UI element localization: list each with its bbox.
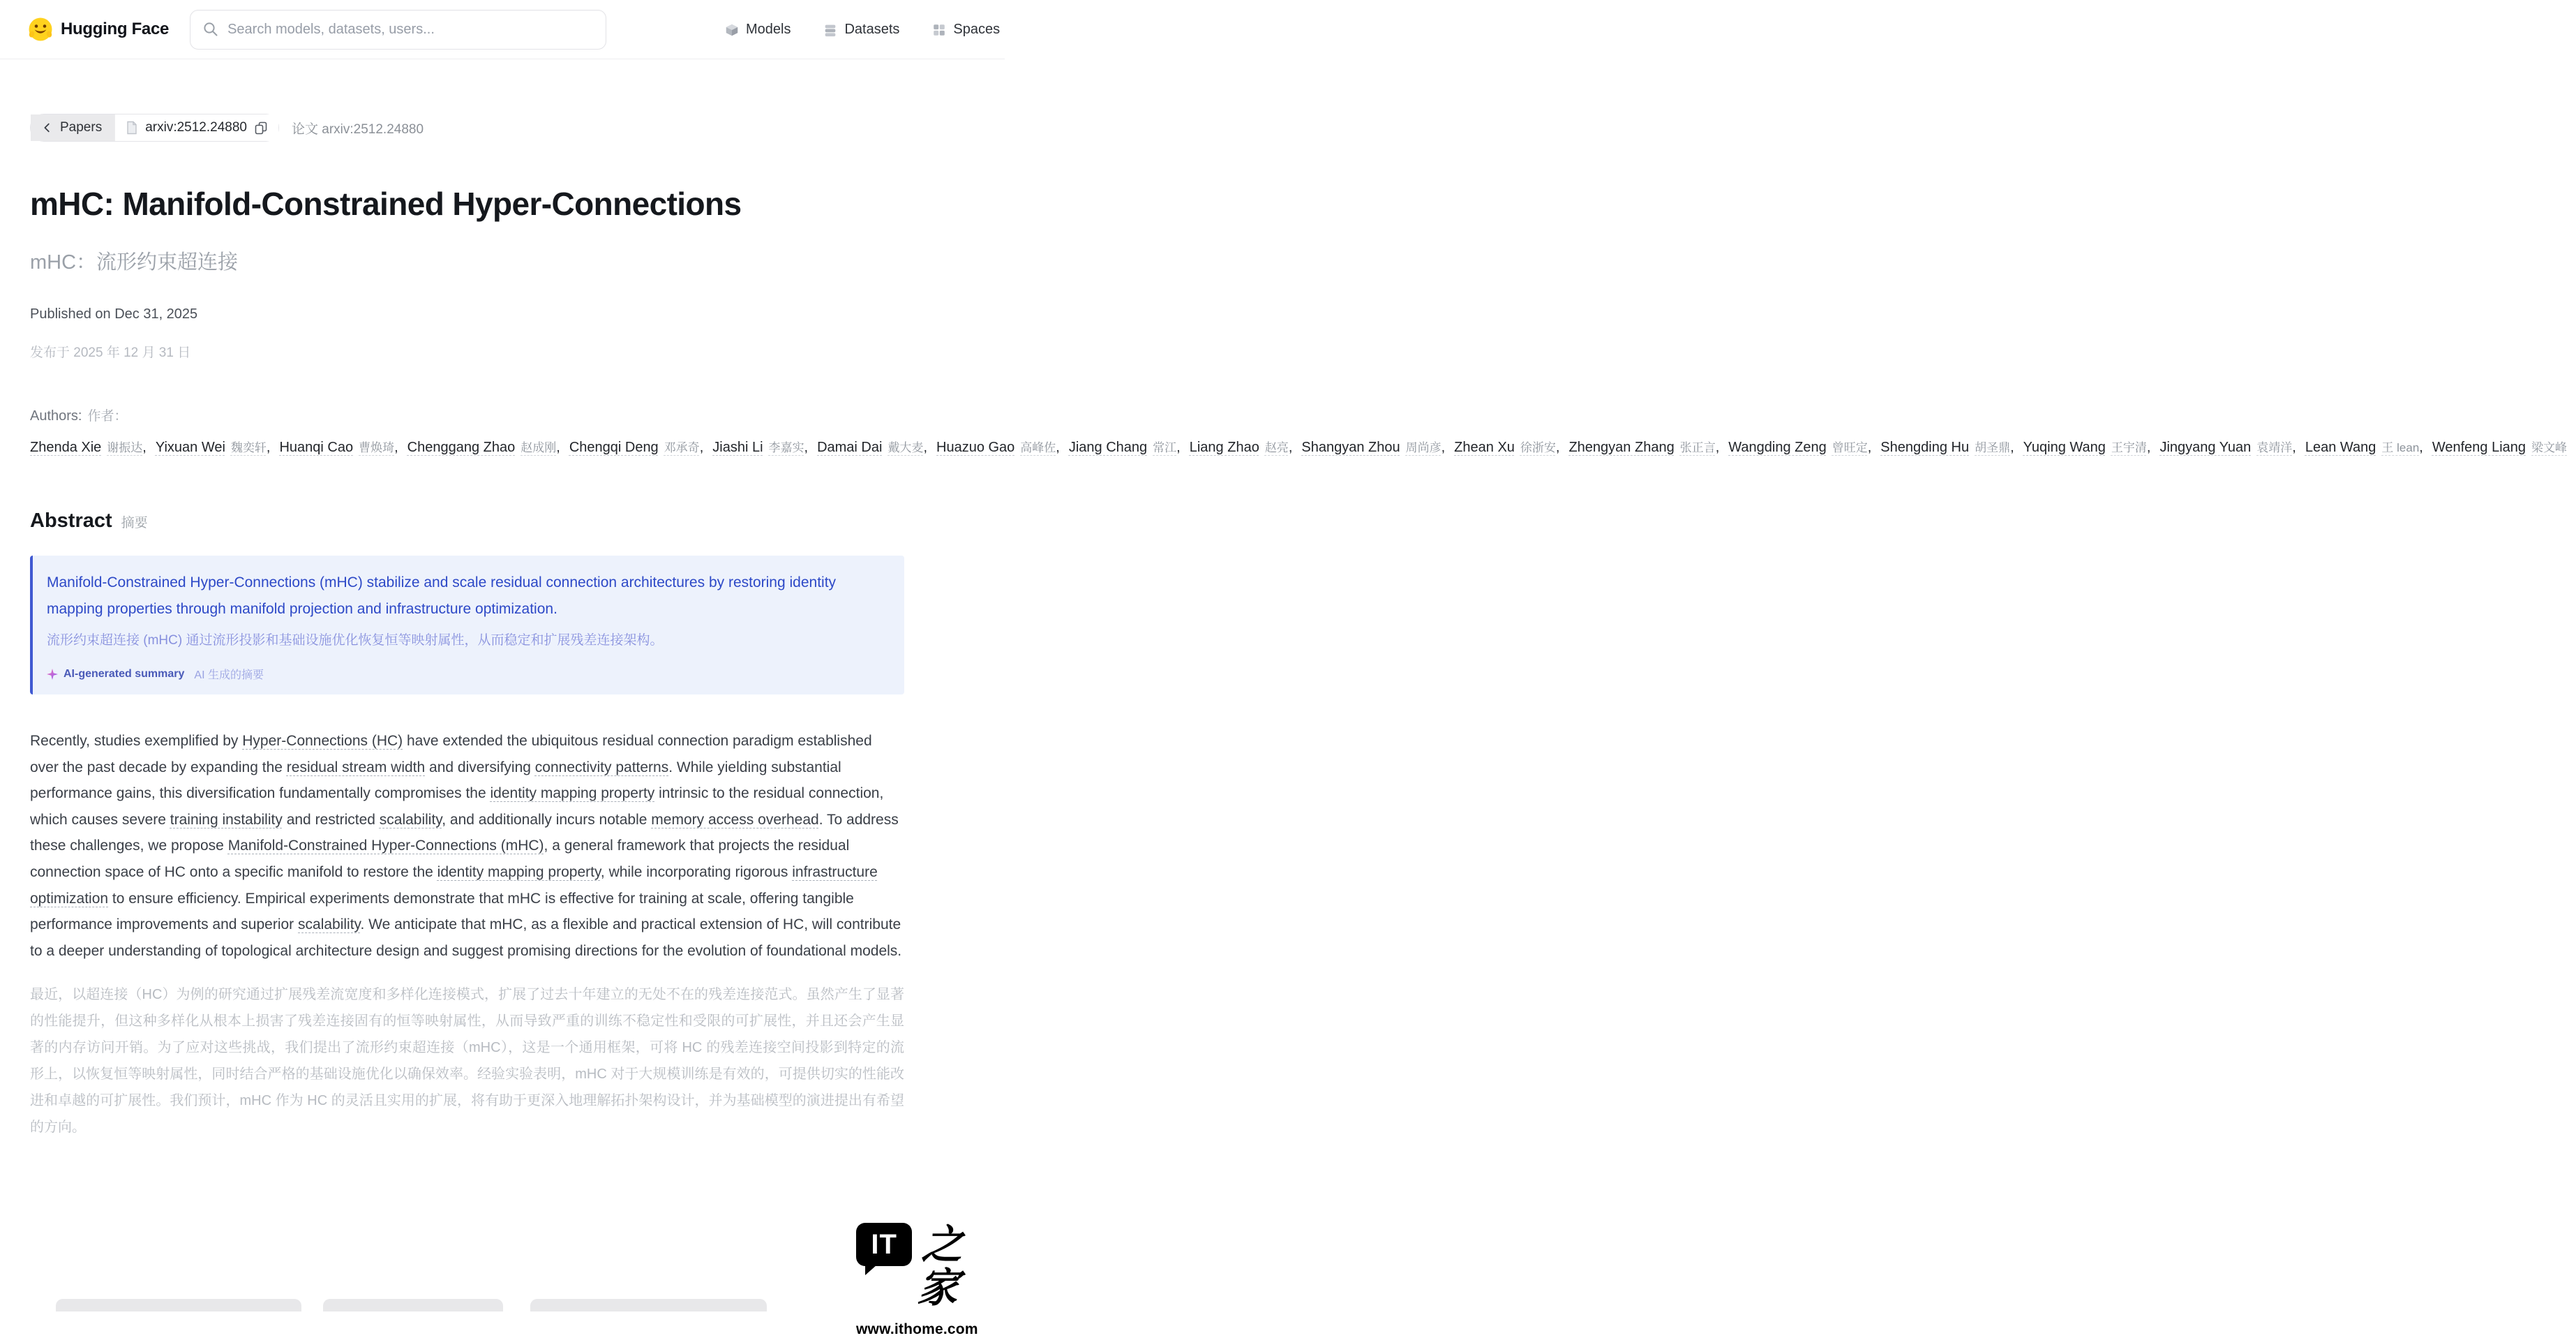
author: [1568, 440, 1719, 455]
huggingface-logo[interactable]: [28, 17, 169, 42]
author: [1069, 440, 1181, 455]
nav-label: Spaces: [953, 22, 1001, 37]
search-input[interactable]: [227, 22, 593, 38]
author-name-zh: 袁靖洋: [2256, 441, 2293, 454]
author-separator: ,: [142, 440, 147, 455]
author: [1301, 440, 1445, 455]
brand-name: Hugging Face: [61, 20, 170, 38]
paper-title: mHC: Manifold-Constrained Hyper-Connections: [30, 186, 742, 222]
author: [1454, 440, 1559, 455]
author-link[interactable]: Zhenda Xie: [30, 440, 102, 455]
author-link[interactable]: Jingyang Yuan: [2159, 440, 2252, 455]
cutoff-button-1[interactable]: [56, 1299, 301, 1311]
ithome-bubble-icon: [856, 1223, 912, 1266]
abstract-text: and restricted: [282, 811, 380, 828]
author-separator: ,: [556, 440, 560, 455]
top-navbar: [0, 0, 1005, 59]
author: [2023, 440, 2151, 455]
author-separator: ,: [2292, 440, 2296, 455]
author-separator: ,: [1555, 440, 1560, 455]
author: [712, 440, 808, 455]
author-link[interactable]: Damai Dai: [817, 440, 883, 455]
author-name-zh: 周尚彦: [1405, 441, 1441, 454]
author-separator: ,: [804, 440, 809, 455]
papers-label: Papers: [60, 120, 103, 135]
database-icon: [823, 22, 838, 38]
author-name-zh: 赵亮: [1264, 441, 1289, 454]
paper-title-zh: mHC：流形约束超连接: [30, 251, 239, 274]
abstract-text: intrinsic to the residual connection, which causes severe: [30, 785, 884, 828]
authors-list: [30, 440, 2576, 455]
glossary-term[interactable]: Hyper-Connections (HC): [242, 733, 403, 749]
nav-item-spaces[interactable]: [931, 22, 1000, 38]
ai-summary-zh: 流形约束超连接 (mHC) 通过流形投影和基础设施优化恢复恒等映射属性，从而稳定和扩展残差连接架构。: [47, 633, 664, 648]
huggingface-emoji-icon: [28, 17, 53, 42]
glossary-term[interactable]: connectivity patterns: [534, 759, 669, 775]
abstract-heading-en: Abstract: [30, 510, 112, 532]
abstract-text: . To address these challenges, we propose: [30, 811, 899, 854]
published-date: Published on Dec 31, 2025: [30, 306, 198, 322]
abstract-text: , while incorporating rigorous: [600, 863, 793, 880]
published-date-zh: 发布于 2025 年 12 月 31 日: [30, 345, 191, 360]
author-link[interactable]: Jiashi Li: [712, 440, 763, 455]
author-name-zh: 王 lean: [2381, 441, 2420, 454]
glossary-term[interactable]: training instability: [170, 811, 283, 828]
breadcrumb-translation: 论文 arxiv:2512.24880: [291, 121, 424, 137]
ithome-logo: [856, 1223, 993, 1309]
author-name-zh: 王宇清: [2111, 441, 2147, 454]
glossary-term[interactable]: identity mapping property: [437, 863, 601, 880]
author: [2159, 440, 2296, 455]
author-separator: ,: [1867, 440, 1872, 455]
author-link[interactable]: Huazuo Gao: [936, 440, 1015, 455]
author-separator: ,: [1441, 440, 1446, 455]
author-link[interactable]: Yixuan Wei: [155, 440, 225, 455]
authors-section: [30, 401, 2568, 463]
glossary-term[interactable]: scalability: [379, 811, 442, 828]
author-link[interactable]: Zhengyan Zhang: [1568, 440, 1675, 455]
author-link[interactable]: Huanqi Cao: [279, 440, 354, 455]
author-name-zh: 梁文峰: [2531, 441, 2568, 454]
ai-generated-label-zh: AI 生成的摘要: [194, 669, 264, 681]
author-name-zh: 李嘉实: [768, 441, 804, 454]
author: [569, 440, 703, 455]
glossary-term[interactable]: scalability: [298, 916, 361, 933]
sparkle-icon: [47, 669, 58, 680]
author-link[interactable]: Chenggang Zhao: [407, 440, 516, 455]
cutoff-button-3[interactable]: [530, 1299, 767, 1311]
nav-label: Models: [746, 22, 791, 37]
author-link[interactable]: Liang Zhao: [1189, 440, 1259, 455]
glossary-term[interactable]: Manifold-Constrained Hyper-Connections (mHC): [227, 838, 544, 854]
author-separator: ,: [1176, 440, 1181, 455]
copy-icon[interactable]: [254, 121, 268, 135]
author: [407, 440, 560, 455]
ai-summary-box: [30, 556, 904, 694]
abstract-text: , and additionally incurs notable: [442, 811, 652, 828]
author: [156, 440, 271, 455]
author-link[interactable]: Chengqi Deng: [569, 440, 659, 455]
document-icon: [126, 121, 138, 135]
author-separator: ,: [266, 440, 271, 455]
cutoff-button-2[interactable]: [323, 1299, 503, 1311]
author-name-zh: 曹焕琦: [359, 441, 395, 454]
abstract-text: Recently, studies exemplified by: [30, 733, 243, 749]
abstract-body-en: [30, 728, 904, 964]
author: [817, 440, 927, 455]
author: [30, 440, 147, 455]
ai-summary-footer: [47, 666, 885, 682]
authors-label-zh: 作者：: [87, 409, 128, 424]
arxiv-id-chip[interactable]: [114, 114, 278, 141]
author: [1190, 440, 1293, 455]
author-link[interactable]: Jiang Chang: [1068, 440, 1148, 455]
abstract-text: and diversifying: [425, 759, 535, 775]
author-separator: ,: [1715, 440, 1720, 455]
nav-item-datasets[interactable]: [823, 22, 899, 38]
glossary-term[interactable]: residual stream width: [286, 759, 426, 775]
nav-label: Datasets: [844, 22, 900, 37]
author-separator: ,: [1056, 440, 1060, 455]
author-link[interactable]: Shengding Hu: [1880, 440, 1970, 455]
author-link[interactable]: Yuqing Wang: [2023, 440, 2106, 455]
ai-generated-label: AI-generated summary: [63, 667, 185, 680]
author-name-zh: 谢振达: [107, 441, 143, 454]
chevron-left-icon: [41, 121, 54, 134]
author: [1728, 440, 1871, 455]
author: [2305, 440, 2423, 455]
author-name-zh: 赵成刚: [521, 441, 557, 454]
abstract-text: . We anticipate that mHC, as a flexible and practical extension of HC, will contribute to a deeper understanding of topological architecture design and suggest promising directions for the evolution of foundational models.: [30, 916, 902, 959]
ithome-it-text: IT: [871, 1228, 897, 1260]
abstract-text: have extended the ubiquitous residual connection paradigm established over the past decade by expanding the: [30, 733, 872, 775]
author-separator: ,: [699, 440, 704, 455]
authors-label: Authors:: [30, 408, 82, 424]
search-bar[interactable]: [190, 10, 606, 50]
author-separator: ,: [2146, 440, 2151, 455]
breadcrumb: [30, 114, 1005, 142]
abstract-heading: [30, 508, 975, 533]
glossary-term[interactable]: memory access overhead: [651, 811, 819, 828]
author: [279, 440, 398, 455]
breadcrumb-pill: [30, 114, 279, 142]
author-name-zh: 常江: [1153, 441, 1177, 454]
arxiv-id: arxiv:2512.24880: [145, 120, 247, 135]
abstract-body-zh: 最近，以超连接（HC）为例的研究通过扩展残差流宽度和多样化连接模式，扩展了过去十年建立的无处不在的残差连接范式。虽然产生了显著的性能提升，但这种多样化从根本上损害了残差连接固有的恒等映射属性，从而导致严重的训练不稳定性和受限的可扩展性，并且还会产生显著的内存访问开销。为了应对这些挑战，我们提出了流形约束超连接（mHC），这是一个通用框架，可将 HC 的残差连接空间投影到特定的流形上，以恢复恒等映射属性，同时结合严格的基础设施优化以确保效率。经验实验表明，mHC 对于大规模训练是有效的，可提供切实的性能改进和卓越的可扩展性。我们预计，mHC 作为 HC 的灵活且实用的扩展，将有助于更深入地理解拓扑架构设计，并为基础模型的演进提出有希望的方向。: [30, 987, 904, 1136]
author-name-zh: 戴大麦: [888, 441, 924, 454]
author-link[interactable]: Lean Wang: [2305, 440, 2376, 455]
author-name-zh: 魏奕轩: [230, 441, 267, 454]
grid-icon: [931, 22, 947, 38]
author-link[interactable]: Shangyan Zhou: [1301, 440, 1400, 455]
author-separator: ,: [394, 440, 398, 455]
abstract-text: , a general framework that projects the residual connection space of HC onto a specific manifold to restore the: [30, 838, 850, 880]
author-name-zh: 曾旺定: [1832, 441, 1868, 454]
author-separator: ,: [2419, 440, 2423, 455]
author-link[interactable]: Wenfeng Liang: [2432, 440, 2526, 455]
glossary-term[interactable]: identity mapping property: [490, 785, 655, 802]
abstract-heading-zh: 摘要: [121, 516, 148, 530]
ithome-watermark: [856, 1223, 993, 1338]
author-separator: ,: [2010, 440, 2014, 455]
nav-item-models[interactable]: [724, 22, 791, 38]
author-separator: ,: [923, 440, 927, 455]
author: [1880, 440, 2014, 455]
author-link[interactable]: Wangding Zeng: [1728, 440, 1827, 455]
papers-back-button[interactable]: [31, 114, 114, 141]
author: [2432, 440, 2567, 455]
author-name-zh: 徐浙安: [1520, 441, 1556, 454]
abstract-text: to ensure efficiency. Empirical experiments demonstrate that mHC is effective for training at scale, offering tangible performance improvements and superior: [30, 890, 854, 933]
main-nav: [724, 0, 1000, 59]
author-separator: ,: [1288, 440, 1293, 455]
ai-summary-en: Manifold-Constrained Hyper-Connections (mHC) stabilize and scale residual connection architectures by restoring identity mapping properties through manifold projection and infrastructure optimization.: [47, 574, 837, 617]
search-icon: [203, 22, 218, 37]
author-link[interactable]: Zhean Xu: [1454, 440, 1515, 455]
author: [936, 440, 1060, 455]
ithome-zhijia-text: 之家: [915, 1221, 966, 1311]
author-name-zh: 高峰佐: [1020, 441, 1056, 454]
glossary-term[interactable]: infrastructure optimization: [30, 863, 878, 907]
cube-icon: [724, 22, 740, 38]
abstract-text: . While yielding substantial performance gains, this diversification fundamentally compromises the: [30, 759, 841, 802]
author-name-zh: 张正言: [1679, 441, 1716, 454]
author-name-zh: 邓承奇: [664, 441, 700, 454]
ithome-url: www.ithome.com: [856, 1321, 978, 1337]
author-name-zh: 胡圣鼎: [1975, 441, 2011, 454]
